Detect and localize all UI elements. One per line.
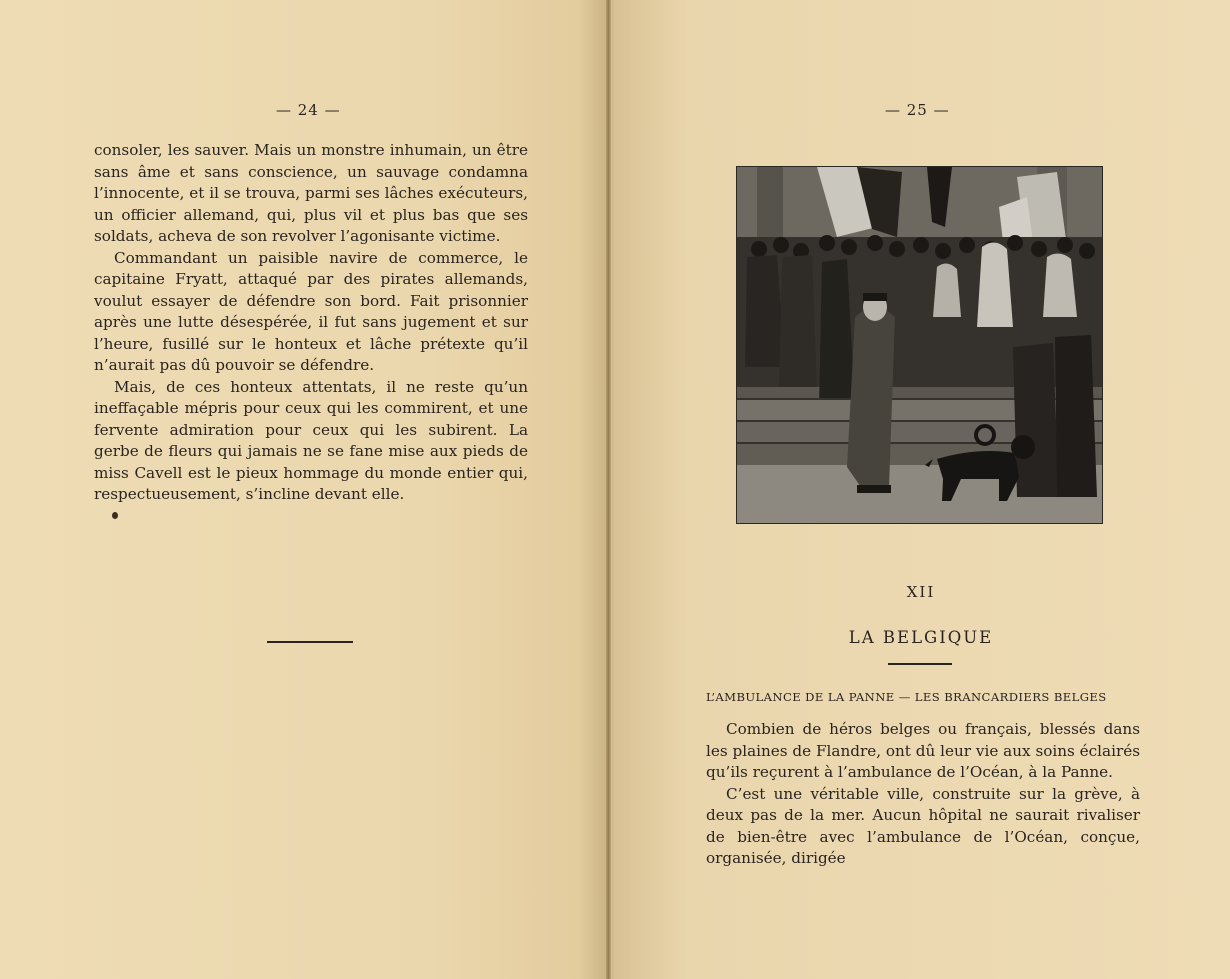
- left-paragraph-3: Mais, de ces honteux attentats, il ne reste qu’un ineffaçable mépris pour ceux qui les commirent, et une fervente admiration pour ceux qui les subirent. La gerbe de fleurs qui jamais ne se fane mise aux pieds de miss Cavell est le pieux hommage du monde entier qui, respectueusement, s’incline devant elle.: [94, 377, 528, 503]
- chapter-title: LA BELGIQUE: [848, 628, 994, 647]
- section-end-rule: [267, 641, 353, 643]
- right-paragraph-1: Combien de héros belges ou français, blessés dans les plaines de Flandre, ont dû leur vie aux soins éclairés qu’ils reçurent à l’ambulance de l’Océan, à la Panne.: [706, 720, 1140, 781]
- ceremony-photograph: [737, 167, 1102, 523]
- left-page-number: — 24 —: [276, 101, 341, 119]
- left-paragraph-1: consoler, les sauver. Mais un monstre inhumain, un être sans âme et sans conscience, un sauvage condamna l’innocente, et il se trouva, parmi ses lâches exécuteurs, un officier allemand, qui, plus vil et plus bas que ses soldats, acheva de son revolver l’agonisante victime.: [94, 141, 528, 245]
- right-page-text: [706, 719, 1140, 870]
- chapter-title-rule: [888, 663, 952, 665]
- ink-speck: [112, 512, 118, 519]
- photo-illustration: [737, 167, 1102, 523]
- left-paragraph-2: Commandant un paisible navire de commerce, le capitaine Fryatt, attaqué par des pirates allemands, voulut essayer de défendre son bord. Fait prisonnier après une lutte désespérée, il fut sans jugement et sur l’heure, fusillé sur le honteux et lâche prétexte qu’il n’aurait pas dû pouvoir se défendre.: [94, 248, 528, 374]
- left-page-text: [94, 140, 528, 506]
- chapter-number: XII: [906, 583, 936, 601]
- book-gutter: [606, 0, 611, 979]
- right-paragraph-2: C’est une véritable ville, construite sur la grève, à deux pas de la mer. Aucun hôpital ne saurait rivaliser de bien-être avec l’ambulance de l’Océan, conçue, organisée, dirigée: [706, 784, 1140, 867]
- chapter-subtitle: L’AMBULANCE DE LA PANNE — LES BRANCARDIERS BELGES: [706, 690, 1107, 704]
- right-page-number: — 25 —: [885, 101, 950, 119]
